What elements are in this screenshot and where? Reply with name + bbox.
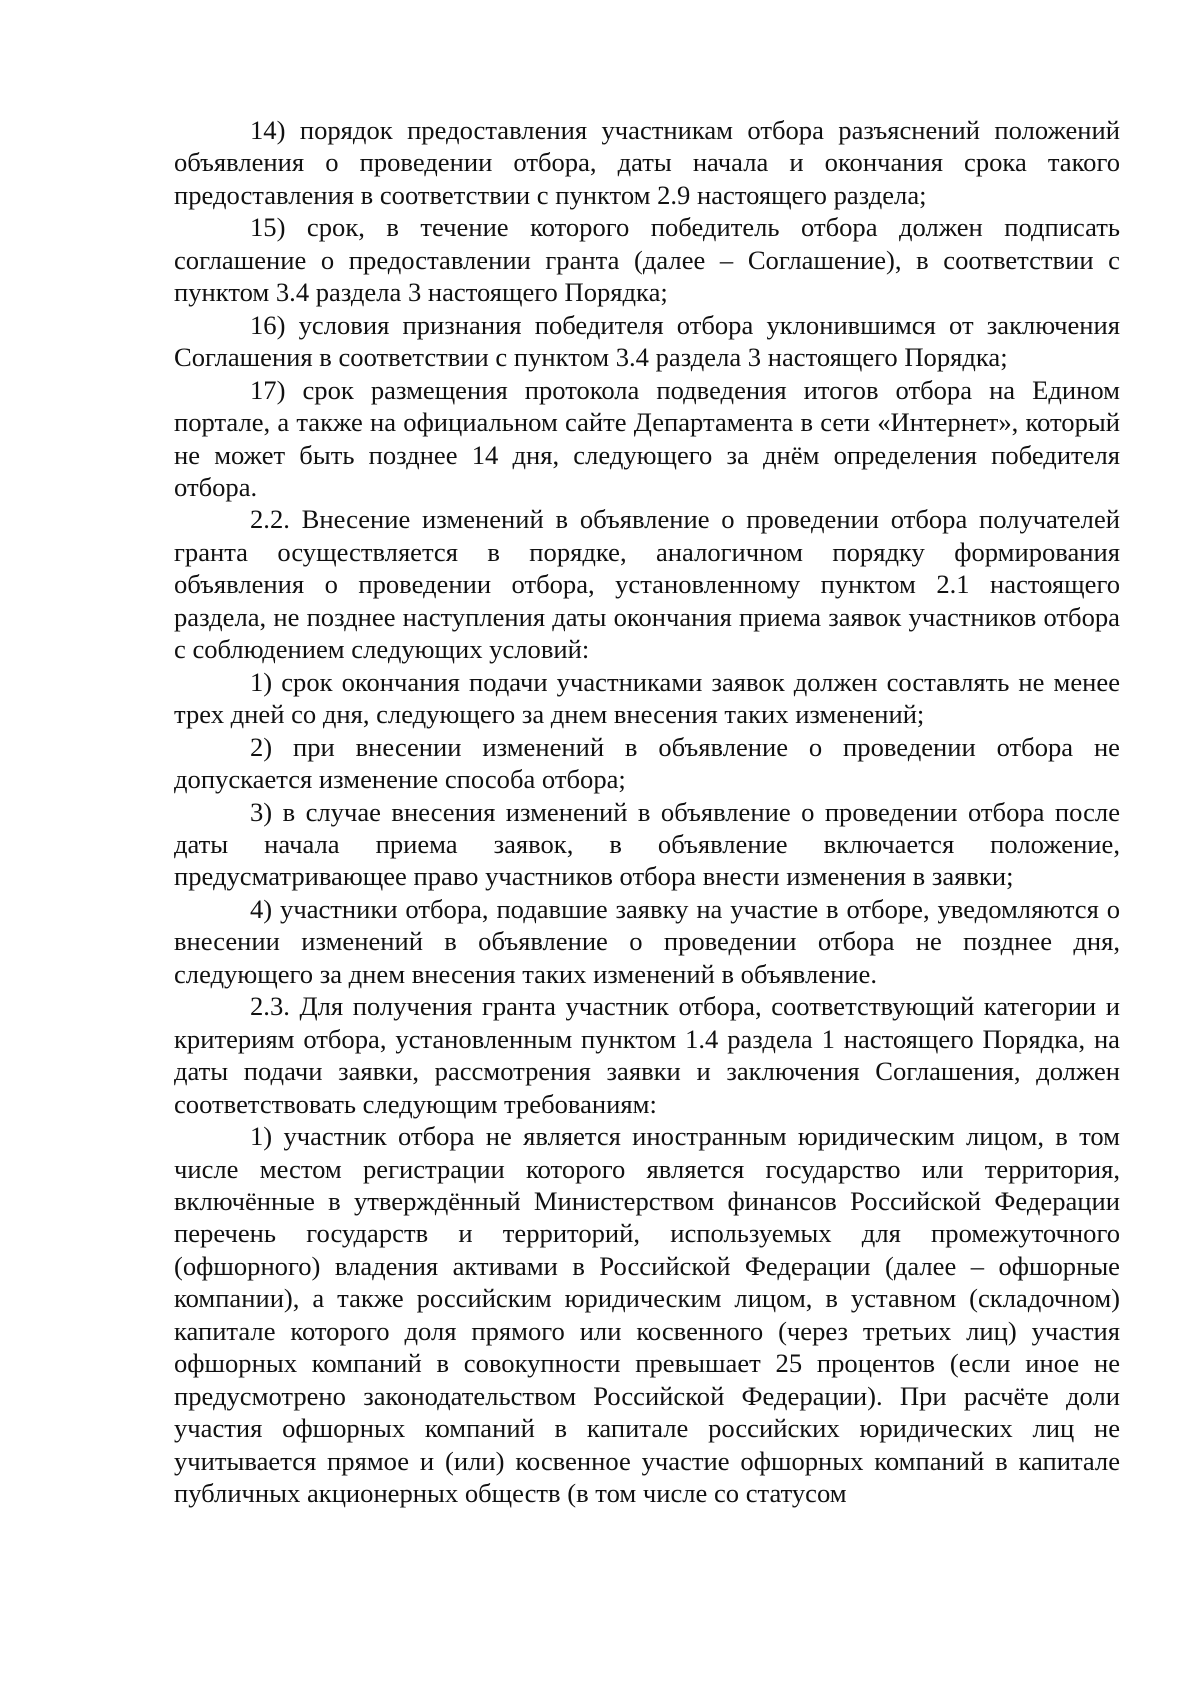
paragraph-condition-4: 4) участники отбора, подавшие заявку на участие в отборе, уведомляются о внесении изменений в объявление о проведении отбора не позднее дня, следующего за днем внесения таких изменений в объявление. [174,893,1120,989]
paragraph-item-15: 15) срок, в течение которого победитель отбора должен подписать соглашение о предоставлении гранта (далее – Соглашение), в соответствии с пунктом 3.4 раздела 3 настоящего Порядка; [174,212,1120,308]
paragraph-condition-2: 2) при внесении изменений в объявление о проведении отбора не допускается изменение способа отбора; [174,731,1120,795]
paragraph-item-16: 16) условия признания победителя отбора уклонившимся от заключения Соглашения в соответствии с пунктом 3.4 раздела 3 настоящего Порядка; [174,309,1120,373]
paragraph-requirement-1: 1) участник отбора не является иностранным юридическим лицом, в том числе местом регистрации которого является государство или территория, включённые в утверждённый Министерством финансов Российской Федерации перечень государств и территорий, используемых для промежуточного (офшорного) владения активами в Российской Федерации (далее – офшорные компании), а также российским юридическим лицом, в уставном (складочном) капитале которого доля прямого или косвенного (через третьих лиц) участия офшорных компаний в совокупности превышает 25 процентов (если иное не предусмотрено законодательством Российской Федерации). При расчёте доли участия офшорных компаний в капитале российских юридических лиц не учитывается прямое и (или) косвенное участие офшорных компаний в капитале публичных акционерных обществ (в том числе со статусом [174,1121,1120,1509]
paragraph-condition-3: 3) в случае внесения изменений в объявление о проведении отбора после даты начала приема заявок, в объявление включается положение, предусматривающее право участников отбора внести изменения в заявки; [174,796,1120,892]
document-page [174,114,1120,1509]
paragraph-section-2-2: 2.2. Внесение изменений в объявление о проведении отбора получателей гранта осуществляется в порядке, аналогичном порядку формирования объявления о проведении отбора, установленному пунктом 2.1 настоящего раздела, не позднее наступления даты окончания приема заявок участников отбора с соблюдением следующих условий: [174,504,1120,665]
paragraph-item-14: 14) порядок предоставления участникам отбора разъяснений положений объявления о проведении отбора, даты начала и окончания срока такого предоставления в соответствии с пунктом 2.9 настоящего раздела; [174,115,1120,210]
paragraph-condition-1: 1) срок окончания подачи участниками заявок должен составлять не менее трех дней со дня, следующего за днем внесения таких изменений; [174,666,1120,730]
paragraph-section-2-3: 2.3. Для получения гранта участник отбора, соответствующий категории и критериям отбора, установленным пунктом 1.4 раздела 1 настоящего Порядка, на даты подачи заявки, рассмотрения заявки и заключения Соглашения, должен соответствовать следующим требованиям: [174,991,1120,1119]
paragraph-item-17: 17) срок размещения протокола подведения итогов отбора на Едином портале, а также на официальном сайте Департамента в сети «Интернет», который не может быть позднее 14 дня, следующего за днём определения победителя отбора. [174,374,1120,502]
